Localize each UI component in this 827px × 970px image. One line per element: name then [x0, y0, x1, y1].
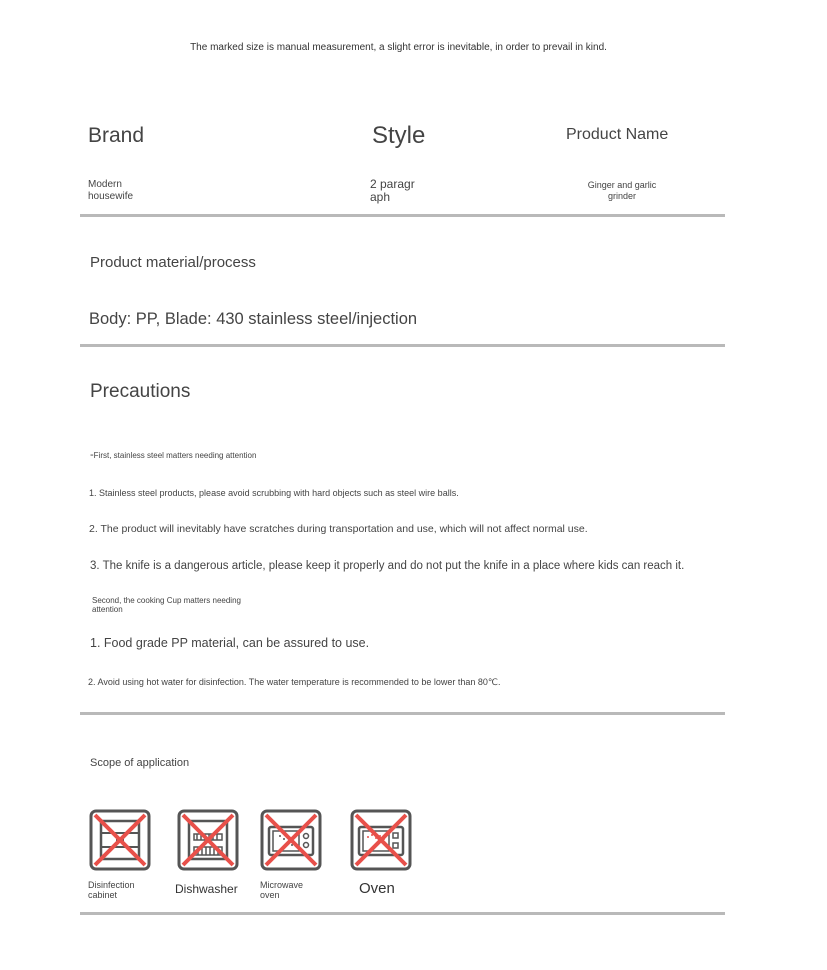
precautions-title: Precautions [90, 381, 191, 402]
label-line1: Disinfection [88, 880, 135, 890]
product-value-line2: grinder [607, 191, 636, 201]
label-line1: Microwave [260, 880, 304, 890]
section1-item-3: 3. The knife is a dangerous article, please keep it properly and do not put the knife in a place where kids can reach it. [90, 560, 685, 572]
product-name-value [572, 180, 672, 202]
material-title: Product material/process [90, 254, 256, 271]
oven-icon [350, 809, 412, 871]
material-value: Body: PP, Blade: 430 stainless steel/injection [89, 310, 418, 328]
measurement-note: The marked size is manual measurement, a slight error is inevitable, in order to prevail in kind. [190, 42, 607, 53]
section2-title-line1: Second, the cooking Cup matters needing [92, 596, 241, 605]
divider [80, 912, 725, 915]
style-label: Style [372, 122, 426, 149]
precautions-section1-title [90, 449, 256, 461]
section1-title-text: First, stainless steel matters needing attention [93, 451, 257, 460]
brand-value [88, 179, 133, 203]
microwave-oven-icon [260, 809, 322, 871]
scope-title: Scope of application [90, 757, 190, 769]
section2-item-2: 2. Avoid using hot water for disinfection. The water temperature is recommended to be lower than 80℃. [88, 677, 501, 687]
precautions-section2-title [92, 596, 241, 614]
divider [80, 214, 725, 217]
dishwasher-icon [177, 809, 239, 871]
product-name-label: Product Name [566, 126, 669, 143]
dishwasher-label: Dishwasher [175, 882, 238, 896]
label-line2: cabinet [88, 890, 118, 900]
section1-item-1: 1. Stainless steel products, please avoid scrubbing with hard objects such as steel wire balls. [89, 488, 459, 498]
divider [80, 712, 725, 715]
style-value [370, 178, 415, 204]
section2-title-line2: attention [92, 605, 123, 614]
oven-label: Oven [359, 880, 395, 897]
brand-label: Brand [88, 124, 145, 147]
section2-item-1: 1. Food grade PP material, can be assured to use. [90, 636, 370, 650]
brand-value-line2: housewife [88, 191, 134, 202]
label-line2: oven [260, 890, 280, 900]
style-value-line2: aph [370, 190, 391, 204]
product-value-line1: Ginger and garlic [587, 180, 657, 190]
divider [80, 344, 725, 347]
disinfection-cabinet-icon [89, 809, 151, 871]
disinfection-cabinet-label [88, 880, 135, 900]
dash-bullet: - [90, 449, 94, 461]
microwave-oven-label [260, 880, 303, 900]
brand-value-line1: Modern [88, 179, 122, 190]
section1-item-2: 2. The product will inevitably have scratches during transportation and use, which will not affect normal use. [89, 523, 588, 535]
style-value-line1: 2 paragr [370, 177, 415, 191]
